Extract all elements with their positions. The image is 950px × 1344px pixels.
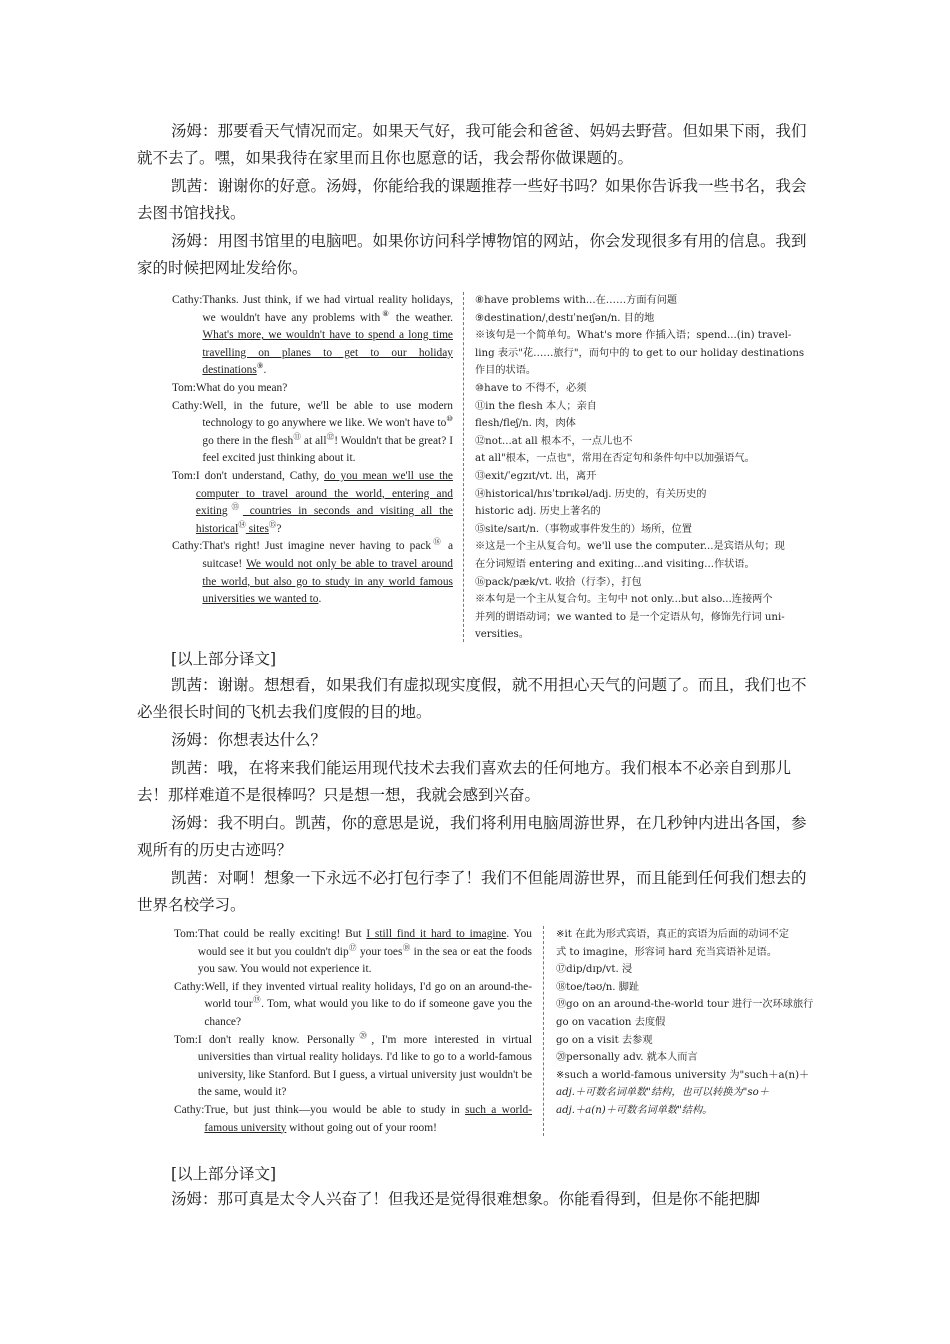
translation-paragraph [137,865,817,919]
note-marker: ⑲ [252,995,262,1005]
note-line: adj.＋a(n)＋可数名词单数"结构。 [556,1104,713,1116]
underlined-sentence: sites [245,522,269,535]
dialogue-text: That's right! Just imagine never having to pack⑯ a suitcase! We would not only be able to travel around the world, but also go to study in any world famous universities we wanted to. [202,537,453,606]
dialogue-turn-cathy [172,538,453,608]
note-line: versities。 [475,629,529,641]
dialogue-turn-tom [172,468,453,538]
paragraph-text: 凯茜：对啊！想象一下永远不必打包行李了！我们不但能周游世界，而且能到任何我们想去的世界名校学习。 [137,869,807,914]
speaker-label: Cathy: [172,399,203,412]
dialogue-block-2 [174,926,532,1137]
note-marker: ⑨ [256,361,264,371]
note-marker: ⑮ [268,519,277,529]
note-line: go on vacation 去度假 [556,1016,666,1028]
column-divider [543,926,544,1136]
note-line: ⑫not...at all 根本不，一点儿也不 [475,435,633,447]
underlined-sentence: countries in seconds and visiting all the historical [195,505,453,535]
underlined-sentence: I still find it hard to imagine [366,928,507,940]
note-line: flesh/fleʃ/n. 肉，肉体 [475,418,576,430]
dialogue-text: That could be really exciting! But I still find it hard to imagine. You would see it but you couldn't dip⑰ your toes⑱ in the sea or eat the foods you saw. You would not experience it. [197,928,533,976]
speaker-label: Tom: [174,928,198,940]
note-line: ⑩have to 不得不，必须 [475,382,587,394]
translation-paragraph [137,727,817,754]
note-line: historic adj. 历史上著名的 [475,506,601,518]
dialogue-turn-cathy [174,1102,532,1137]
dialogue-turn-cathy [172,398,453,468]
paragraph-text: 凯茜：谢谢。想想看，如果我们有虚拟现实度假，就不用担心天气的问题了。而且，我们也不必坐很长时间的飞机去我们度假的目的地。 [137,676,807,721]
dialogue-text: Thanks. Just think, if we had virtual reality holidays, we wouldn't have any problems with⑧ the weather. What's more, we wouldn't have to spend a long time travelling on planes to get to our holiday destinations⑨. [202,294,453,377]
dialogue-block-1 [172,292,453,609]
notes-block-2 [556,926,841,1120]
translation-label: [以上部分译文] [171,1165,277,1183]
note-line: 式 to imagine，形容词 hard 充当宾语补足语。 [556,946,778,958]
paragraph-text: 汤姆：用图书馆里的电脑吧。如果你访问科学博物馆的网站，你会发现很多有用的信息。我到家的时候把网址发给你。 [137,232,807,277]
dialogue-turn-cathy [174,979,532,1032]
note-line: ⑯pack/pæk/vt. 收拾（行李），打包 [475,576,642,588]
paragraph-text: 凯茜：哦，在将来我们能运用现代技术去我们喜欢去的任何地方。我们根本不必亲自到那儿去！那样难道不是很棒吗？只是想一想，我就会感到兴奋。 [137,759,792,804]
translation-paragraph [137,672,817,726]
note-line: ⑲go on an around-the-world tour 进行一次环球旅行 [556,999,814,1011]
note-marker: ⑫ [326,431,335,441]
dialogue-turn-cathy [172,292,453,380]
underlined-sentence: We would not only be able to travel around the world, but also go to study in any world famous universities we wanted to [202,557,453,606]
note-line: ⑪in the flesh 本人；亲自 [475,400,597,412]
note-marker: ⑰ [348,942,357,952]
dialogue-turn-tom [174,1032,532,1102]
note-line: ※such a world-famous university 为"such＋a(n)＋ [556,1069,810,1081]
translation-paragraph [137,755,817,809]
dialogue-text: I don't understand, Cathy, do you mean we'll use the computer to travel around the world, entering and exiting⑬ countries in seconds and visiting all the historical⑭ sites⑮? [195,469,453,535]
note-line: 作目的状语。 [475,365,537,377]
column-divider [463,292,464,642]
note-marker: ⑯ [431,537,443,547]
underlined-sentence: What's more, we wouldn't have to spend a long time travelling on planes to get to our holiday destinations [202,329,453,377]
note-line: ⑧have problems with...在……方面有问题 [475,295,678,306]
dialogue-turn-tom [172,380,453,398]
paragraph-text: 凯茜：谢谢你的好意。汤姆，你能给我的课题推荐一些好书吗？如果你告诉我一些书名，我会去图书馆找找。 [137,177,807,222]
speaker-label: Tom: [172,469,196,482]
dialogue-text: Well, in the future, we'll be able to use modern technology to go anywhere we like. We won't have to⑩ go there in the flesh⑪ at all⑫! Wouldn't that be great? I feel excited just thinking about it. [202,399,454,465]
dialogue-text: Well, if they invented virtual reality holidays, I'd go on an around-the-world tour⑲. Tom, what would you like to do if someone gave you the chance? [204,980,533,1028]
paragraph-text: 汤姆：你想表达什么？ [171,731,327,749]
note-marker: ⑧ [380,308,391,318]
speaker-label: Tom: [174,1033,198,1046]
translation-paragraph [137,228,817,282]
dialogue-text: What do you mean? [195,381,288,394]
note-line: ※本句是一个主从复合句。主句中 not only...but also...连接两个 [475,594,773,606]
note-marker: ⑭ [238,519,246,529]
note-line: 并列的谓语动词；we wanted to 是一个定语从句，修饰先行词 uni- [475,611,785,623]
note-line: ⑬exit/ˈeɡzɪt/vt. 出，离开 [475,470,597,482]
note-line: at all"根本，一点也"，常用在否定句和条件句中以加强语气。 [475,453,755,465]
note-line: ⑳personally adv. 就本人而言 [556,1052,698,1064]
note-line: ※这是一个主从复合句。we'll use the computer...是宾语从句；现 [475,541,785,553]
dialogue-text: I don't really know. Personally⑳, I'm more interested in virtual universities than virtual reality holidays. I'd like to go to a world-famous university, like Stanford. But I guess, a virtual university just wouldn't be the same, would it? [197,1030,533,1099]
translation-paragraph [137,173,817,227]
speaker-label: Cathy: [172,540,203,553]
note-line: ⑮site/saɪt/n.（事物或事件发生的）场所，位置 [475,523,692,535]
note-line: adj.＋可数名词单数"结构，也可以转换为"so＋ [556,1087,769,1099]
note-marker: ⑬ [227,502,243,512]
translation-label: [以上部分译文] [171,650,277,668]
dialogue-turn-tom [174,926,532,979]
note-line: ⑨destination/ˌdestɪˈneɪʃən/n. 目的地 [475,312,655,324]
dialogue-text: True, but just think—you would be able to study in such a world-famous university without going out of your room! [204,1103,533,1134]
note-line: ling 表示"花……旅行"，而句中的 to get to our holiday destinations [475,347,805,359]
translation-paragraph [137,810,817,864]
underlined-sentence: such a world-famous university [204,1103,533,1134]
translation-paragraph [137,118,817,172]
note-marker: ⑩ [446,414,453,424]
note-line: 在分词短语 entering and exiting...and visiting...作状语。 [475,558,755,570]
speaker-label: Cathy: [174,1103,205,1116]
speaker-label: Cathy: [174,980,205,993]
notes-block-1 [475,292,835,644]
paragraph-text: 汤姆：那要看天气情况而定。如果天气好，我可能会和爸爸、妈妈去野营。但如果下雨，我们就不去了。嘿，如果我待在家里而且你也愿意的话，我会帮你做课题的。 [137,122,807,167]
paragraph-text: 汤姆：那可真是太令人兴奋了！但我还是觉得很难想象。你能看得到，但是你不能把脚 [171,1190,761,1208]
note-line: go on a visit 去参观 [556,1034,653,1046]
note-line: ※该句是一个简单句。What's more 作插入语；spend...(in) travel- [475,330,792,342]
underlined-sentence: do you mean we'll use the computer to travel around the world, entering and exiting [195,469,453,518]
note-line: ⑭historical/hɪsˈtɒrɪkəl/adj. 历史的，有关历史的 [475,488,707,500]
speaker-label: Tom: [172,381,196,394]
note-line: ※it 在此为形式宾语，真正的宾语为后面的动词不定 [556,929,790,940]
speaker-label: Cathy: [172,294,203,306]
note-line: ⑱toe/təʊ/n. 脚趾 [556,981,640,993]
paragraph-text: 汤姆：我不明白。凯茜，你的意思是说，我们将利用电脑周游世界，在几秒钟内进出各国，参观所有的历史古迹吗？ [137,814,807,859]
note-marker: ⑪ [293,431,301,441]
note-marker: ⑱ [402,942,411,952]
note-line: ⑰dip/dɪp/vt. 浸 [556,964,633,976]
translation-paragraph [137,1186,817,1213]
note-marker: ⑳ [354,1030,372,1040]
